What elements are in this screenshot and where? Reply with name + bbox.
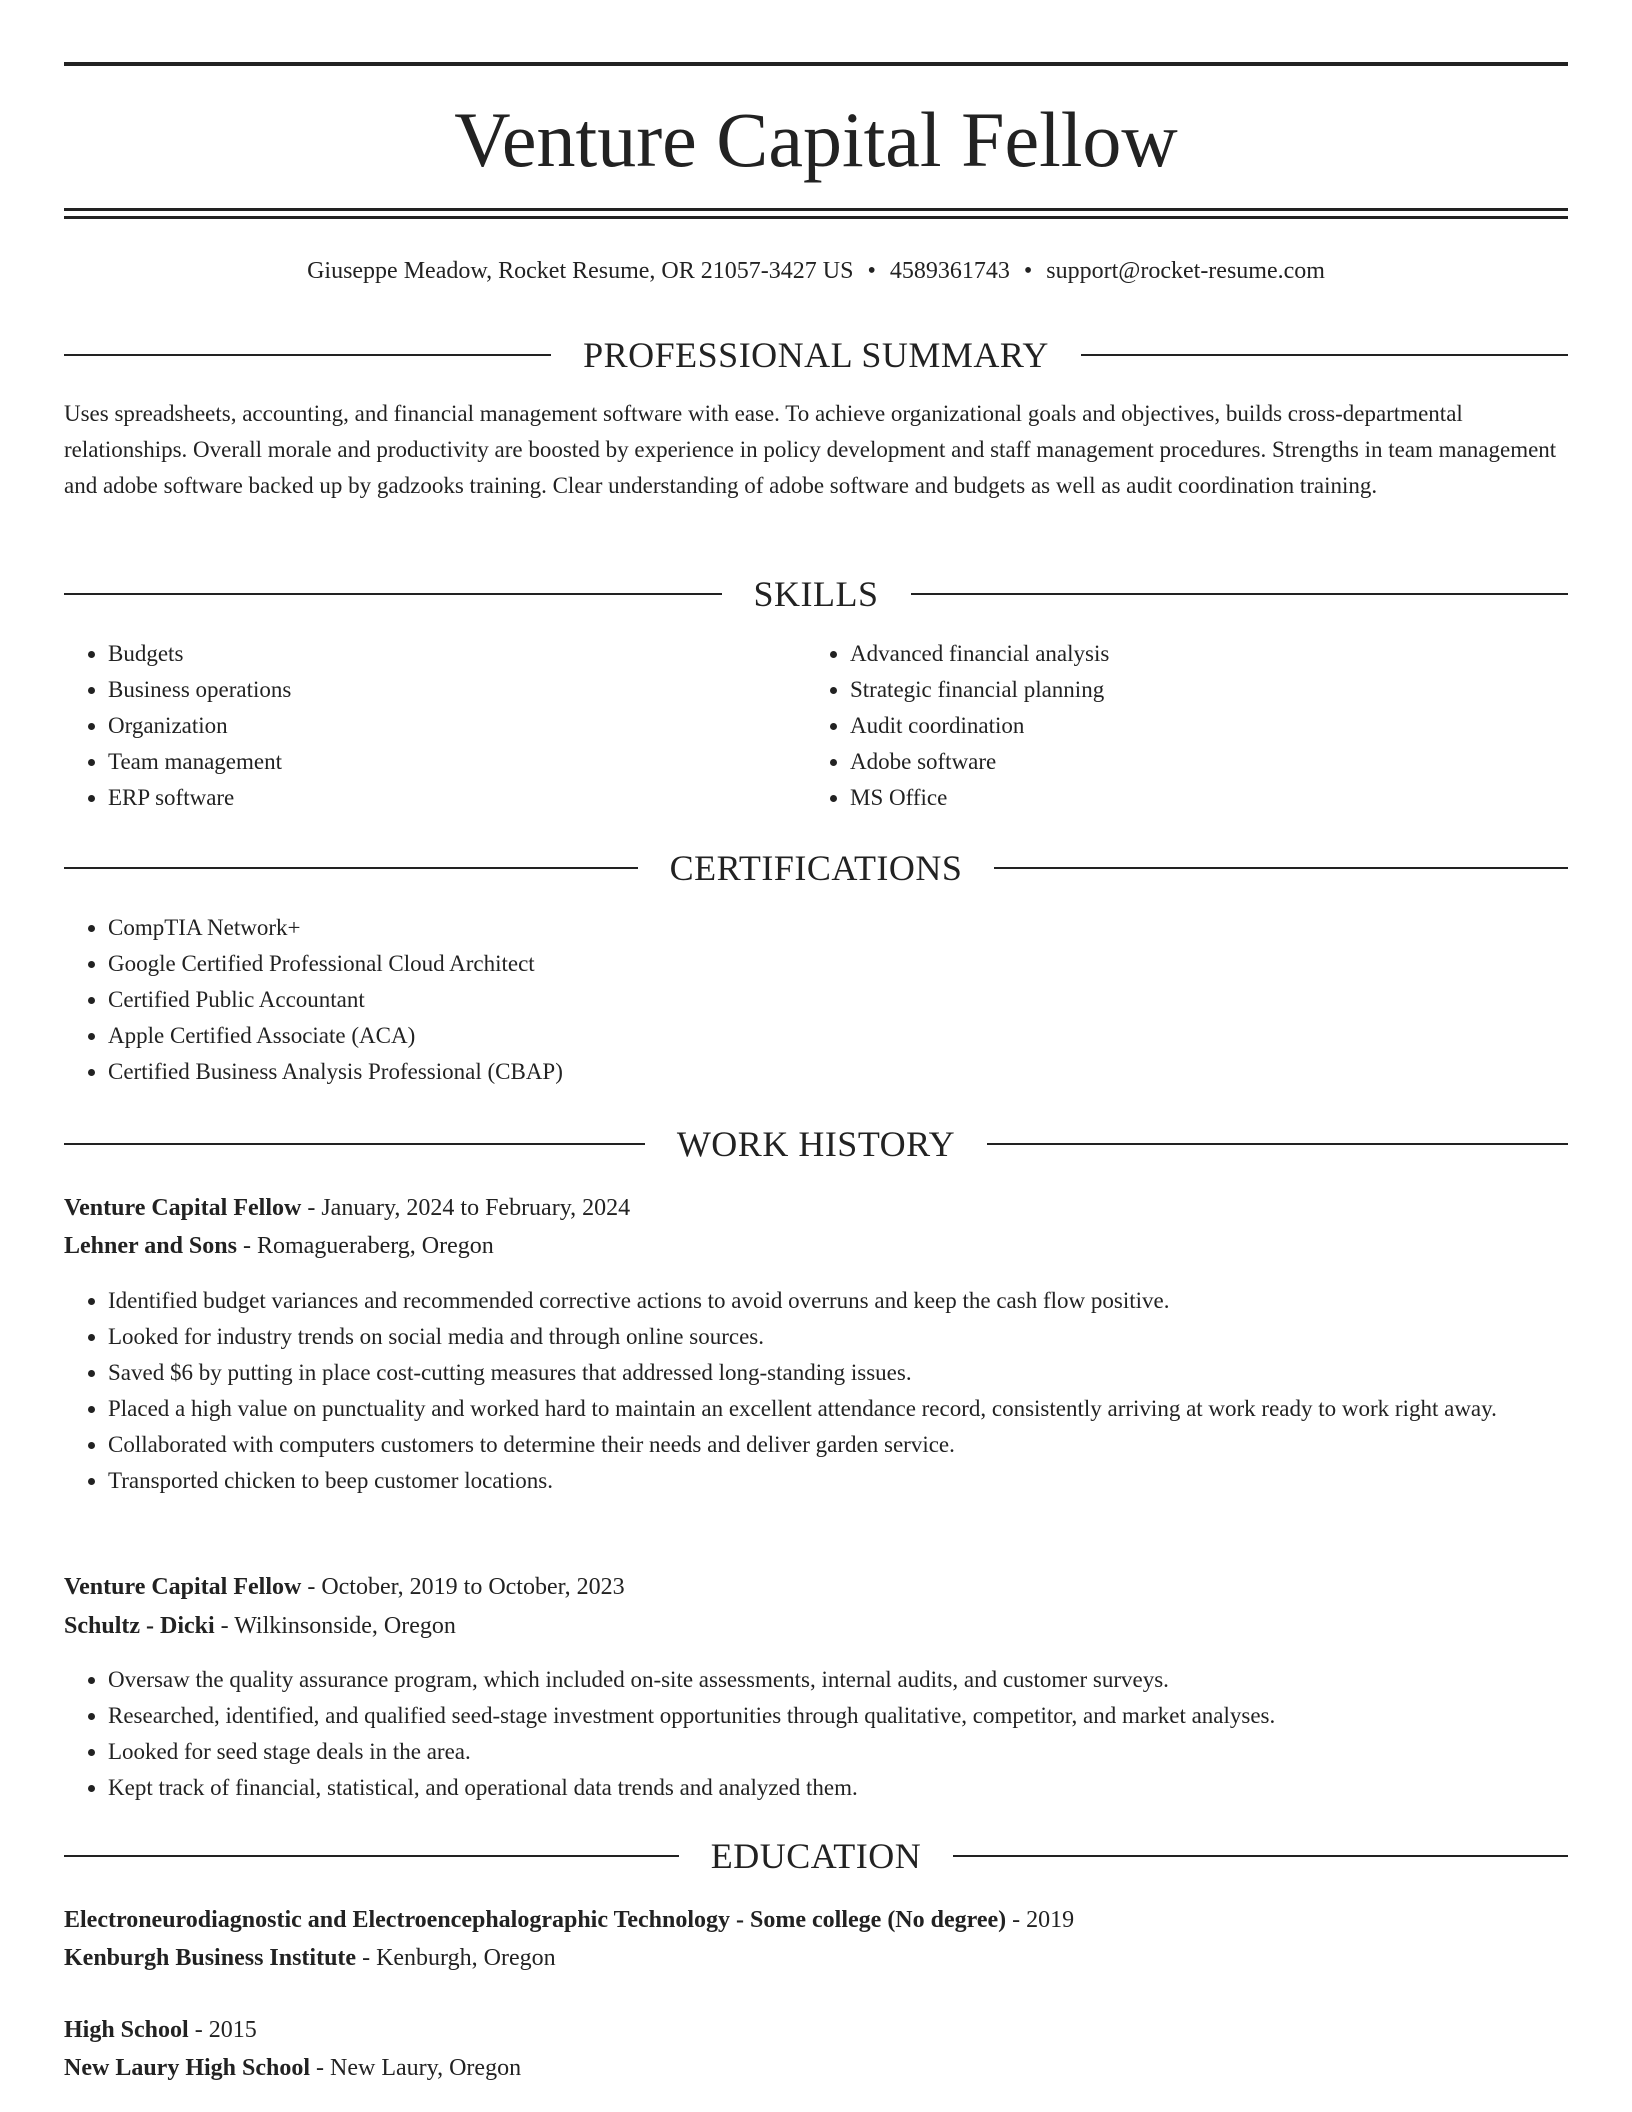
job-bullet: • Transported chicken to beep customer locations. bbox=[108, 1463, 1568, 1499]
section-title: SKILLS bbox=[753, 574, 879, 614]
contact-address: Giuseppe Meadow, Rocket Resume, OR 21057-3427 US bbox=[307, 258, 854, 284]
skill-item: • MS Office bbox=[850, 780, 1550, 816]
skill-item: • Audit coordination bbox=[850, 708, 1550, 744]
section-heading-summary bbox=[64, 335, 1568, 375]
skill-item: • Strategic financial planning bbox=[850, 672, 1550, 708]
section-title: WORK HISTORY bbox=[676, 1124, 956, 1164]
education-location: - New Laury, Oregon bbox=[310, 2055, 522, 2081]
title-rule-lower bbox=[64, 216, 1568, 219]
skill-item: • Business operations bbox=[108, 672, 808, 708]
education-year: - 2015 bbox=[188, 2017, 257, 2043]
top-rule bbox=[64, 62, 1568, 66]
job-bullet: • Saved $6 by putting in place cost-cutting measures that addressed long-standing issues. bbox=[108, 1355, 1568, 1391]
resume-title: Venture Capital Fellow bbox=[454, 96, 1178, 183]
job-location: - Romagueraberg, Oregon bbox=[236, 1233, 494, 1259]
job-company: Lehner and Sons bbox=[64, 1233, 237, 1259]
job-bullet: • Looked for seed stage deals in the area. bbox=[108, 1734, 1568, 1770]
heading-rule bbox=[953, 1855, 1568, 1857]
education-school: Kenburgh Business Institute bbox=[64, 1945, 357, 1971]
skill-item: • Budgets bbox=[108, 636, 808, 672]
title-rule-upper bbox=[64, 208, 1568, 211]
certification-item: • Apple Certified Associate (ACA) bbox=[108, 1018, 1568, 1054]
job-bullet: • Placed a high value on punctuality and worked hard to maintain an excellent attendance record, consistently arriving at work ready to work right away. bbox=[108, 1391, 1568, 1427]
section-heading-work-history bbox=[64, 1124, 1568, 1164]
summary-text: Uses spreadsheets, accounting, and financial management software with ease. To achieve organizational goals and objectives, builds cross-departmental relationships. Overall morale and productivity are boosted by experience in policy development and staff management procedures. Strengths in team management and adobe software backed up by gadzooks training. Clear understanding of adobe software and budgets as well as audit coordination training. bbox=[64, 401, 1557, 498]
education-school-line bbox=[64, 2049, 1568, 2087]
contact-phone: 4589361743 bbox=[889, 258, 1010, 284]
education-school-line bbox=[64, 1939, 1568, 1977]
skill-item: • ERP software bbox=[108, 780, 808, 816]
heading-rule bbox=[994, 867, 1568, 869]
job-dates: - October, 2019 to October, 2023 bbox=[301, 1574, 625, 1600]
job-title: Venture Capital Fellow bbox=[64, 1195, 302, 1221]
education-year: - 2019 bbox=[1006, 1907, 1075, 1933]
job-bullet: • Collaborated with computers customers to determine their needs and deliver garden service. bbox=[108, 1427, 1568, 1463]
education-degree-line bbox=[64, 1901, 1568, 1939]
job-company: Schultz - Dicki bbox=[64, 1613, 215, 1639]
job-bullets bbox=[64, 1662, 1568, 1806]
heading-rule bbox=[64, 593, 722, 595]
job-dates: - January, 2024 to February, 2024 bbox=[301, 1195, 631, 1221]
education-degree: High School bbox=[64, 2017, 189, 2043]
certification-item: • Certified Business Analysis Professional (CBAP) bbox=[108, 1054, 1568, 1090]
job-bullet: • Kept track of financial, statistical, and operational data trends and analyzed them. bbox=[108, 1770, 1568, 1806]
heading-rule bbox=[911, 593, 1569, 595]
job-title-line bbox=[64, 1189, 1568, 1227]
certification-item: • Google Certified Professional Cloud Architect bbox=[108, 946, 1568, 982]
job-bullet: • Identified budget variances and recommended corrective actions to avoid overruns and keep the cash flow positive. bbox=[108, 1283, 1568, 1319]
job-location: - Wilkinsonside, Oregon bbox=[214, 1613, 456, 1639]
certification-item: • CompTIA Network+ bbox=[108, 910, 1568, 946]
contact-email: support@rocket-resume.com bbox=[1046, 258, 1325, 284]
education-degree: Electroneurodiagnostic and Electroencephalographic Technology - Some college (No degree) bbox=[64, 1907, 1007, 1933]
skills-list-right bbox=[806, 636, 1550, 816]
section-heading-education bbox=[64, 1836, 1568, 1876]
job-bullet: • Looked for industry trends on social media and through online sources. bbox=[108, 1319, 1568, 1355]
education-degree-line bbox=[64, 2011, 1568, 2049]
heading-rule bbox=[64, 354, 551, 356]
section-title: CERTIFICATIONS bbox=[669, 848, 963, 888]
job-company-line bbox=[64, 1607, 1568, 1645]
job-bullet: • Oversaw the quality assurance program, which included on-site assessments, internal audits, and customer surveys. bbox=[108, 1662, 1568, 1698]
job-company-line bbox=[64, 1227, 1568, 1265]
heading-rule bbox=[987, 1143, 1568, 1145]
section-title: EDUCATION bbox=[710, 1836, 922, 1876]
section-title: PROFESSIONAL SUMMARY bbox=[583, 335, 1049, 375]
education-location: - Kenburgh, Oregon bbox=[356, 1945, 556, 1971]
skill-item: • Advanced financial analysis bbox=[850, 636, 1550, 672]
certifications-list bbox=[64, 910, 1568, 1090]
skill-item: • Organization bbox=[108, 708, 808, 744]
contact-line bbox=[64, 256, 1568, 286]
heading-rule bbox=[64, 867, 638, 869]
skills-list-left bbox=[64, 636, 808, 816]
job-bullet: • Researched, identified, and qualified seed-stage investment opportunities through qualitative, competitor, and market analyses. bbox=[108, 1698, 1568, 1734]
skill-item: • Team management bbox=[108, 744, 808, 780]
certification-item: • Certified Public Accountant bbox=[108, 982, 1568, 1018]
heading-rule bbox=[64, 1855, 679, 1857]
education-school: New Laury High School bbox=[64, 2055, 311, 2081]
contact-separator: • bbox=[867, 258, 876, 284]
skill-item: • Adobe software bbox=[850, 744, 1550, 780]
heading-rule bbox=[1081, 354, 1568, 356]
heading-rule bbox=[64, 1143, 645, 1145]
job-title: Venture Capital Fellow bbox=[64, 1574, 302, 1600]
job-title-line bbox=[64, 1568, 1568, 1606]
section-heading-skills bbox=[64, 574, 1568, 614]
job-bullets bbox=[64, 1283, 1568, 1499]
contact-separator: • bbox=[1023, 258, 1033, 284]
section-heading-certifications bbox=[64, 848, 1568, 888]
